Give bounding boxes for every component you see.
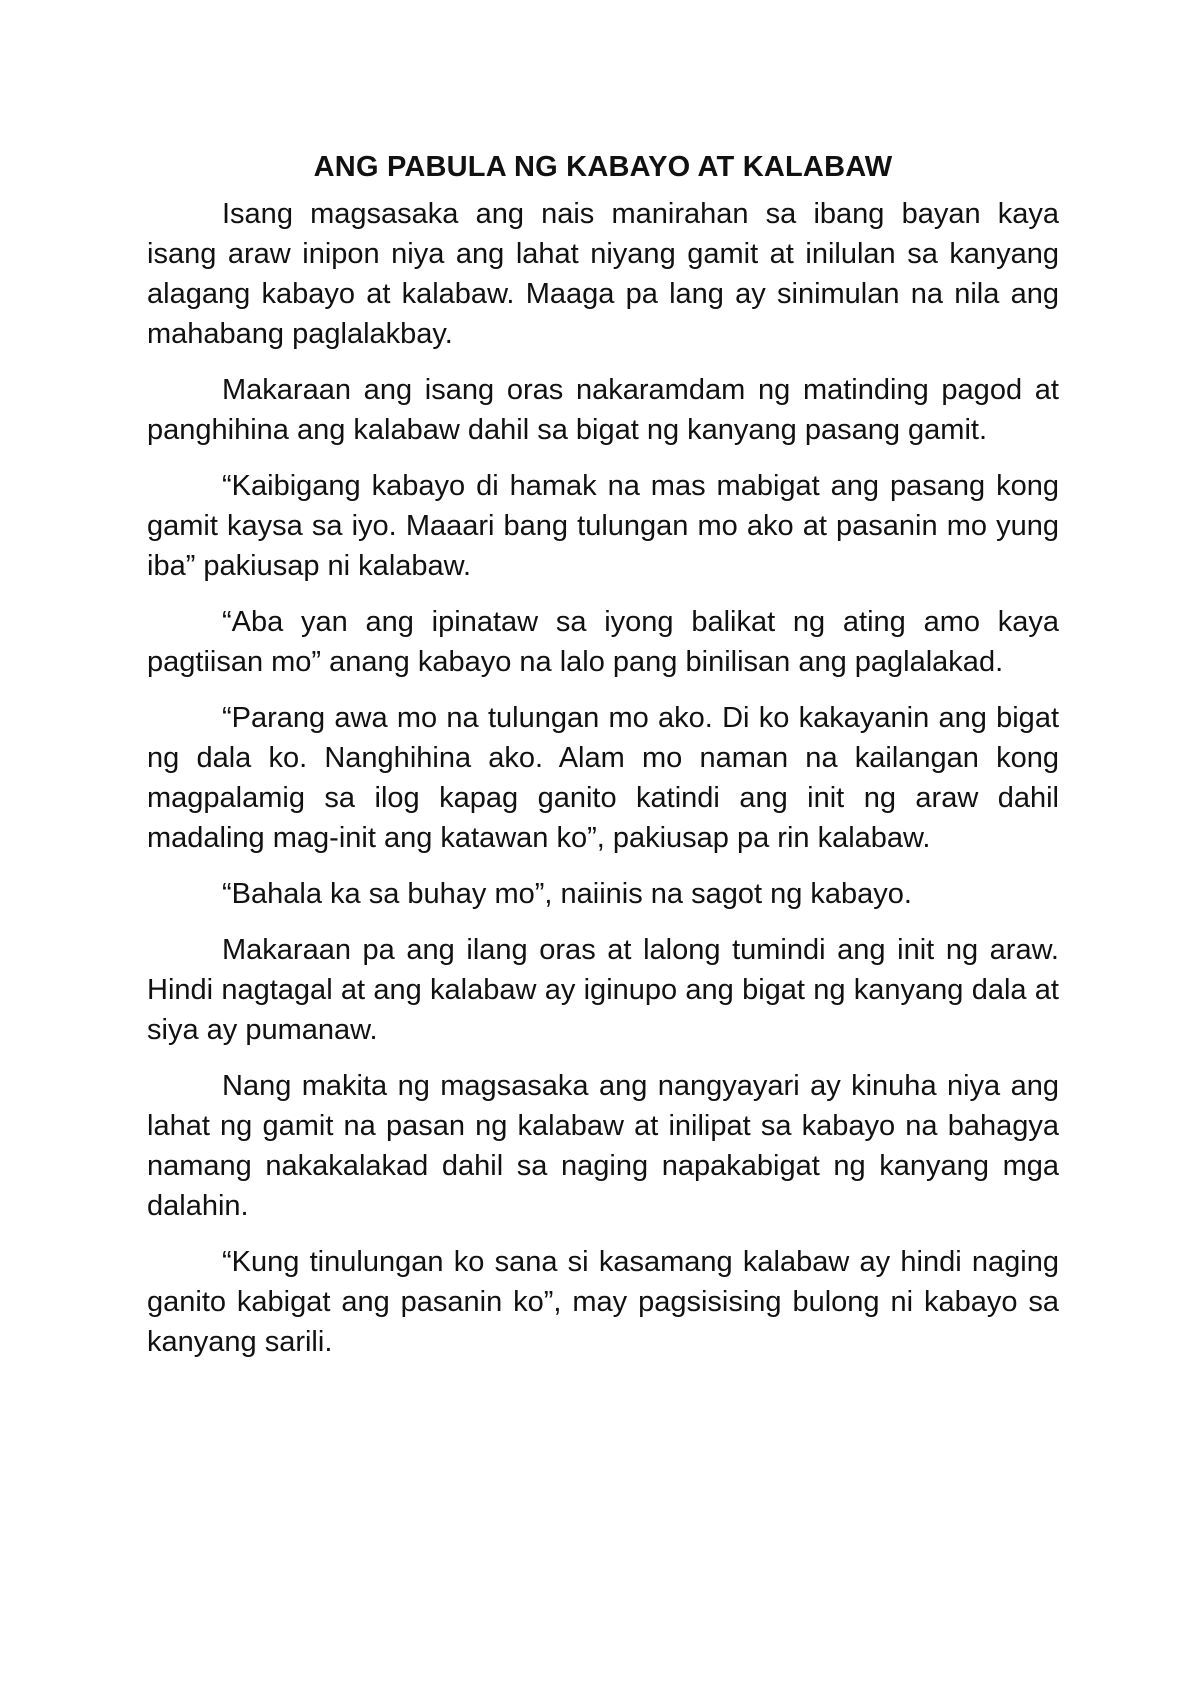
- paragraph: “Kaibigang kabayo di hamak na mas mabigat ang pasang kong gamit kaysa sa iyo. Maaari bang tulungan mo ako at pasanin mo yung iba” pakiusap ni kalabaw.: [147, 470, 1059, 582]
- paragraph: “Bahala ka sa buhay mo”, naiinis na sagot ng kabayo.: [222, 878, 912, 910]
- document-title: ANG PABULA NG KABAYO AT KALABAW: [313, 151, 893, 183]
- paragraph: “Kung tinulungan ko sana si kasamang kalabaw ay hindi naging ganito kabigat ang pasanin ko”, may pagsisising bulong ni kabayo sa kanyang sarili.: [147, 1246, 1059, 1358]
- paragraph: Makaraan ang isang oras nakaramdam ng matinding pagod at panghihina ang kalabaw dahil sa bigat ng kanyang pasang gamit.: [147, 374, 1059, 446]
- paragraph: “Aba yan ang ipinataw sa iyong balikat ng ating amo kaya pagtiisan mo” anang kabayo na lalo pang binilisan ang paglalakad.: [147, 606, 1059, 678]
- paragraph: Nang makita ng magsasaka ang nangyayari ay kinuha niya ang lahat ng gamit na pasan ng kalabaw at inilipat sa kabayo na bahagya namang nakakalakad dahil sa naging napakabigat ng kanyang mga dalahin.: [147, 1070, 1059, 1222]
- paragraph: Makaraan pa ang ilang oras at lalong tumindi ang init ng araw. Hindi nagtagal at ang kalabaw ay iginupo ang bigat ng kanyang dala at siya ay pumanaw.: [147, 934, 1059, 1046]
- paragraph: Isang magsasaka ang nais manirahan sa ibang bayan kaya isang araw inipon niya ang lahat niyang gamit at inilulan sa kanyang alagang kabayo at kalabaw. Maaga pa lang ay sinimulan na nila ang mahabang paglalakbay.: [147, 198, 1059, 350]
- document-body: [147, 148, 1059, 1378]
- paragraph: “Parang awa mo na tulungan mo ako. Di ko kakayanin ang bigat ng dala ko. Nanghihina ako. Alam mo naman na kailangan kong magpalamig sa ilog kapag ganito katindi ang init ng araw dahil madaling mag-init ang katawan ko”, pakiusap pa rin kalabaw.: [147, 702, 1059, 854]
